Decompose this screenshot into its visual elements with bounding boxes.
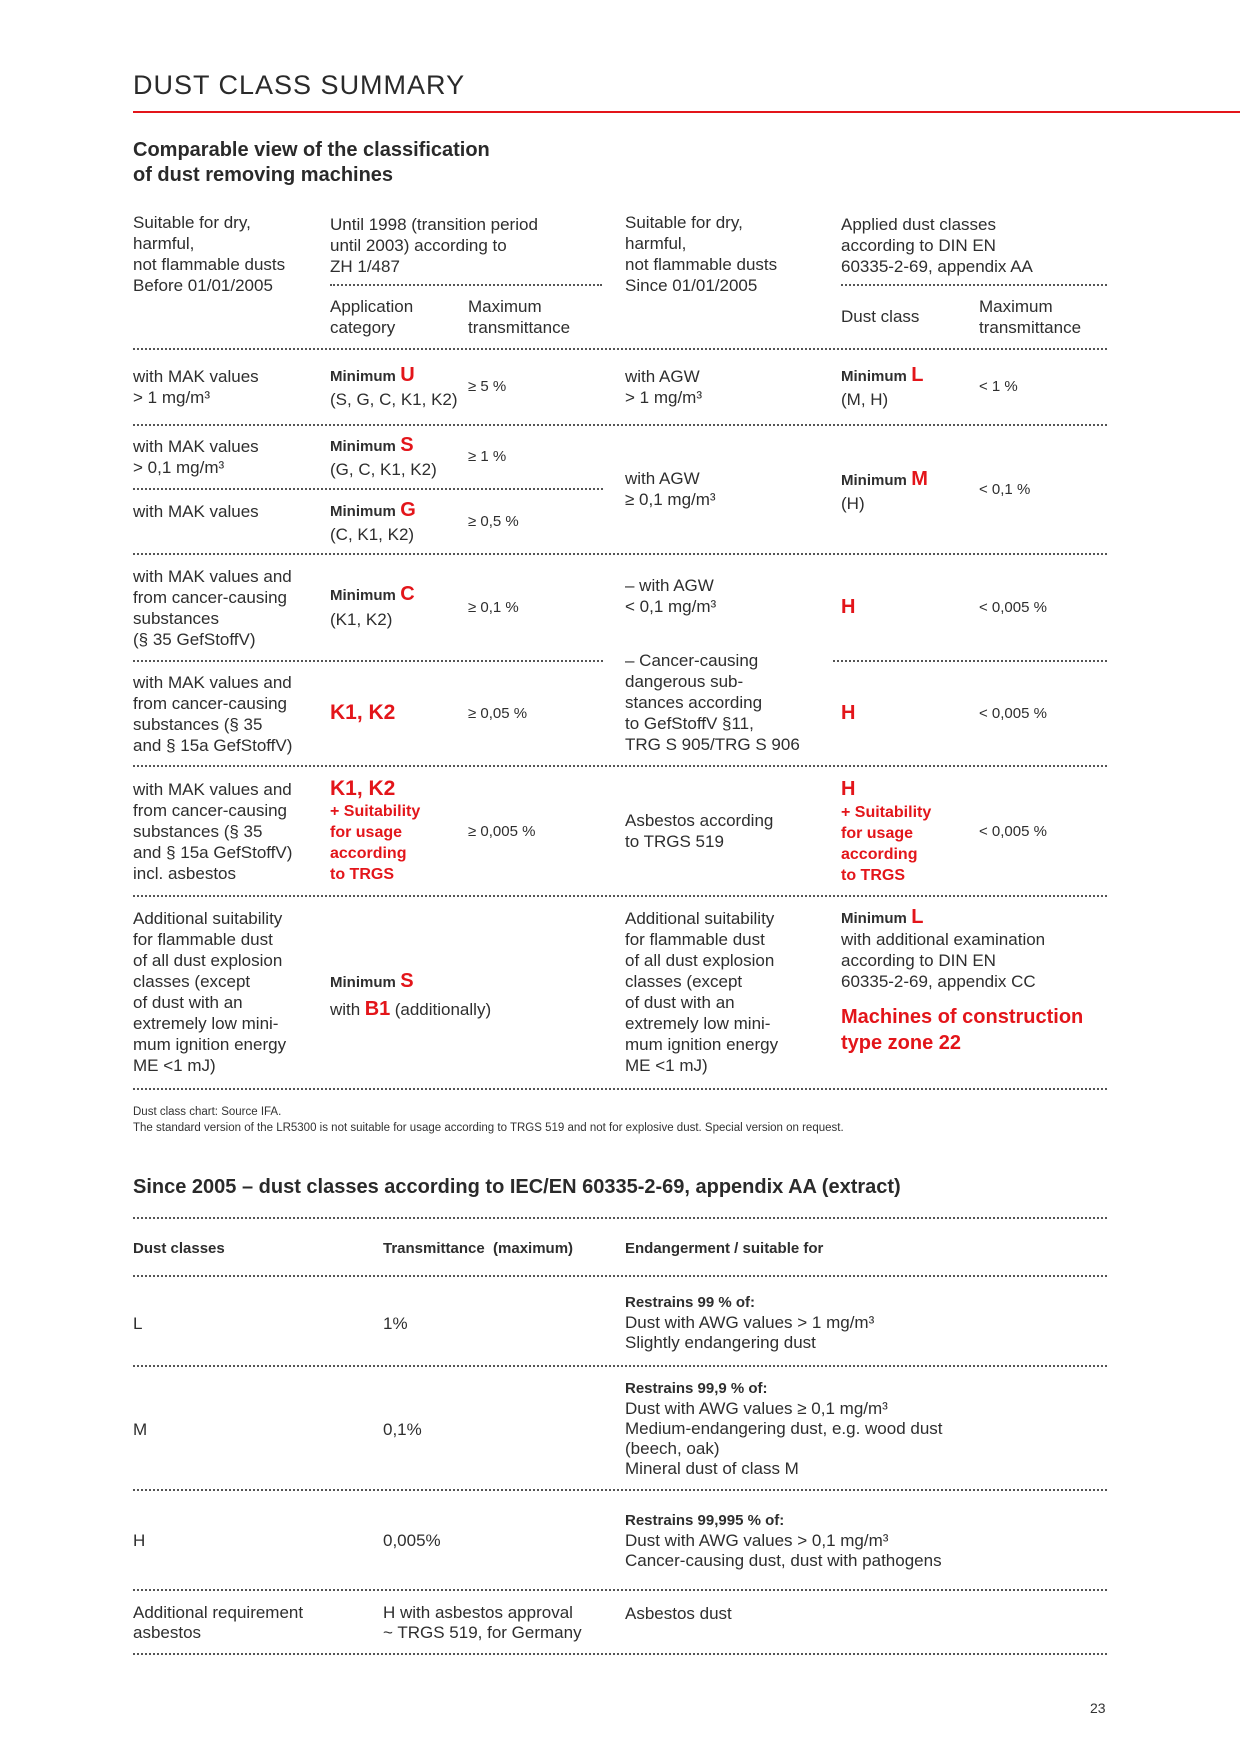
row-g-class: Minimum G xyxy=(330,499,416,521)
divider xyxy=(133,1489,1107,1491)
divider xyxy=(841,284,1107,286)
class-h-trans: 0,005% xyxy=(383,1531,441,1550)
row-h1-left: – with AGW < 0,1 mg/m³ xyxy=(625,576,717,616)
divider xyxy=(330,284,602,286)
divider xyxy=(133,765,1107,767)
standard-version-note: The standard version of the LR5300 is not suitable for usage according to TRGS 519 and not for explosive dust. Special version on request. xyxy=(133,1122,844,1134)
divider xyxy=(133,488,603,490)
class-m-head: Restrains 99,9 % of: xyxy=(625,1380,768,1397)
row-u-sub: (S, G, C, K1, K2) xyxy=(330,390,458,409)
row-u-class: Minimum U xyxy=(330,364,415,386)
row-asbestos-trans: ≥ 0,005 % xyxy=(468,823,536,840)
row-g-trans: ≥ 0,5 % xyxy=(468,513,519,530)
row-g-left: with MAK values xyxy=(133,502,259,521)
divider xyxy=(133,1088,1107,1090)
row-s-trans: ≥ 1 % xyxy=(468,448,507,465)
row-s-left: with MAK values > 0,1 mg/m³ xyxy=(133,437,259,477)
header-rule xyxy=(133,111,1240,113)
row-asbestos-extra: + Suitability for usage according to TRGS xyxy=(330,803,421,883)
page-number: 23 xyxy=(1090,1700,1106,1716)
row-h2-class: H xyxy=(841,702,856,724)
source-note: Dust class chart: Source IFA. xyxy=(133,1106,282,1118)
divider xyxy=(133,1653,1107,1655)
row-m-class: Minimum M xyxy=(841,468,928,490)
class-l-head: Restrains 99 % of: xyxy=(625,1294,756,1311)
section1-title: Comparable view of the classification of dust removing machines xyxy=(133,139,490,186)
divider xyxy=(133,1589,1107,1591)
row-u-trans: ≥ 5 % xyxy=(468,378,507,395)
page-title: DUST CLASS SUMMARY xyxy=(133,70,466,100)
zone-22-label: Machines of construction type zone 22 xyxy=(841,1006,1084,1054)
row-l-trans: < 1 % xyxy=(979,378,1018,395)
row-new-asbestos-class: H xyxy=(841,778,856,800)
divider xyxy=(833,660,1107,662)
row-g-sub: (C, K1, K2) xyxy=(330,525,415,544)
row-new-flammable-left: Additional suitability for flammable dust of all dust explosion classes (except of dust with an extremely low mini- mum ignition energy ME <1 mJ) xyxy=(625,909,779,1075)
class-asbestos-body: Asbestos dust xyxy=(625,1604,732,1623)
class-m: M xyxy=(133,1420,148,1439)
divider xyxy=(133,553,1107,555)
divider xyxy=(133,348,1107,350)
head-new-suitable: Suitable for dry, harmful, not flammable dusts Since 01/01/2005 xyxy=(625,213,778,295)
head-old-suitable: Suitable for dry, harmful, not flammable dusts Before 01/01/2005 xyxy=(133,213,286,295)
row-asbestos-left: with MAK values and from cancer-causing substances (§ 35 and § 15a GefStoffV) incl. asbestos xyxy=(133,780,293,883)
row-h2-left: – Cancer-causing dangerous sub- stances according to GefStoffV §11, TRG S 905/TRG S 906 xyxy=(625,651,800,754)
head-application-category: Application category xyxy=(330,297,414,337)
head-new-standard: Applied dust classes according to DIN EN 60335-2-69, appendix AA xyxy=(841,215,1033,276)
col-transmittance: Transmittance (maximum) xyxy=(383,1240,574,1257)
class-m-body: Dust with AWG values ≥ 0,1 mg/m³ Medium-endangering dust, e.g. wood dust (beech, oak) Mineral dust of class M xyxy=(625,1399,943,1478)
row-new-asbestos-left: Asbestos according to TRGS 519 xyxy=(625,811,774,851)
row-h2-trans: < 0,005 % xyxy=(979,705,1047,722)
row-new-flammable-class: Minimum L xyxy=(841,906,924,928)
row-u-left: with MAK values > 1 mg/m³ xyxy=(133,367,259,407)
row-k-left: with MAK values and from cancer-causing substances (§ 35 and § 15a GefStoffV) xyxy=(133,673,293,755)
class-asbestos-trans: H with asbestos approval ~ TRGS 519, for Germany xyxy=(383,1603,582,1642)
row-c-class: Minimum C xyxy=(330,583,415,605)
head-old-max-transmittance: Maximum transmittance xyxy=(468,297,571,337)
class-l: L xyxy=(133,1314,143,1333)
divider xyxy=(133,1217,1107,1219)
row-flammable-left: Additional suitability for flammable dust of all dust explosion classes (except of dust with an extremely low mini- mum ignition energy ME <1 mJ) xyxy=(133,909,287,1075)
divider xyxy=(133,1275,1107,1277)
row-l-left: with AGW > 1 mg/m³ xyxy=(625,367,702,407)
row-flammable-b1: with B1 (additionally) xyxy=(330,998,492,1020)
row-c-trans: ≥ 0,1 % xyxy=(468,599,519,616)
divider xyxy=(133,895,1107,897)
row-flammable-class: Minimum S xyxy=(330,970,414,992)
row-new-asbestos-extra: + Suitability for usage according to TRGS xyxy=(841,804,932,884)
class-l-body: Dust with AWG values > 1 mg/m³ Slightly endangering dust xyxy=(625,1313,875,1352)
row-new-asbestos-trans: < 0,005 % xyxy=(979,823,1047,840)
row-asbestos-class: K1, K2 xyxy=(330,777,396,800)
class-m-trans: 0,1% xyxy=(383,1420,422,1439)
row-h1-class: H xyxy=(841,596,856,618)
section2-title: Since 2005 – dust classes according to IEC/EN 60335-2-69, appendix AA (extract) xyxy=(133,1176,901,1198)
head-new-max-transmittance: Maximum transmittance xyxy=(979,297,1082,337)
row-m-trans: < 0,1 % xyxy=(979,481,1031,498)
row-m-left: with AGW ≥ 0,1 mg/m³ xyxy=(625,469,716,509)
divider xyxy=(133,424,1107,426)
row-c-left: with MAK values and from cancer-causing substances (§ 35 GefStoffV) xyxy=(133,567,292,649)
class-l-trans: 1% xyxy=(383,1314,408,1333)
divider xyxy=(133,1365,1107,1367)
class-h: H xyxy=(133,1531,146,1550)
class-h-head: Restrains 99,995 % of: xyxy=(625,1512,785,1529)
row-k-trans: ≥ 0,05 % xyxy=(468,705,528,722)
row-c-sub: (K1, K2) xyxy=(330,610,393,629)
row-k-class: K1, K2 xyxy=(330,701,396,724)
row-l-class: Minimum L xyxy=(841,364,924,386)
head-dust-class: Dust class xyxy=(841,307,920,326)
row-h1-trans: < 0,005 % xyxy=(979,599,1047,616)
class-h-body: Dust with AWG values > 0,1 mg/m³ Cancer-causing dust, dust with pathogens xyxy=(625,1531,942,1570)
divider xyxy=(133,660,603,662)
head-old-standard: Until 1998 (transition period until 2003) according to ZH 1/487 xyxy=(330,215,538,276)
row-s-class: Minimum S xyxy=(330,434,414,456)
row-l-sub: (M, H) xyxy=(841,390,889,409)
row-s-sub: (G, C, K1, K2) xyxy=(330,460,437,479)
row-m-sub: (H) xyxy=(841,494,865,513)
row-new-flammable-desc: with additional examination according to DIN EN 60335-2-69, appendix CC xyxy=(841,930,1046,991)
col-endangerment: Endangerment / suitable for xyxy=(625,1240,824,1257)
class-asbestos: Additional requirement asbestos xyxy=(133,1603,304,1642)
col-dust-classes: Dust classes xyxy=(133,1240,225,1257)
